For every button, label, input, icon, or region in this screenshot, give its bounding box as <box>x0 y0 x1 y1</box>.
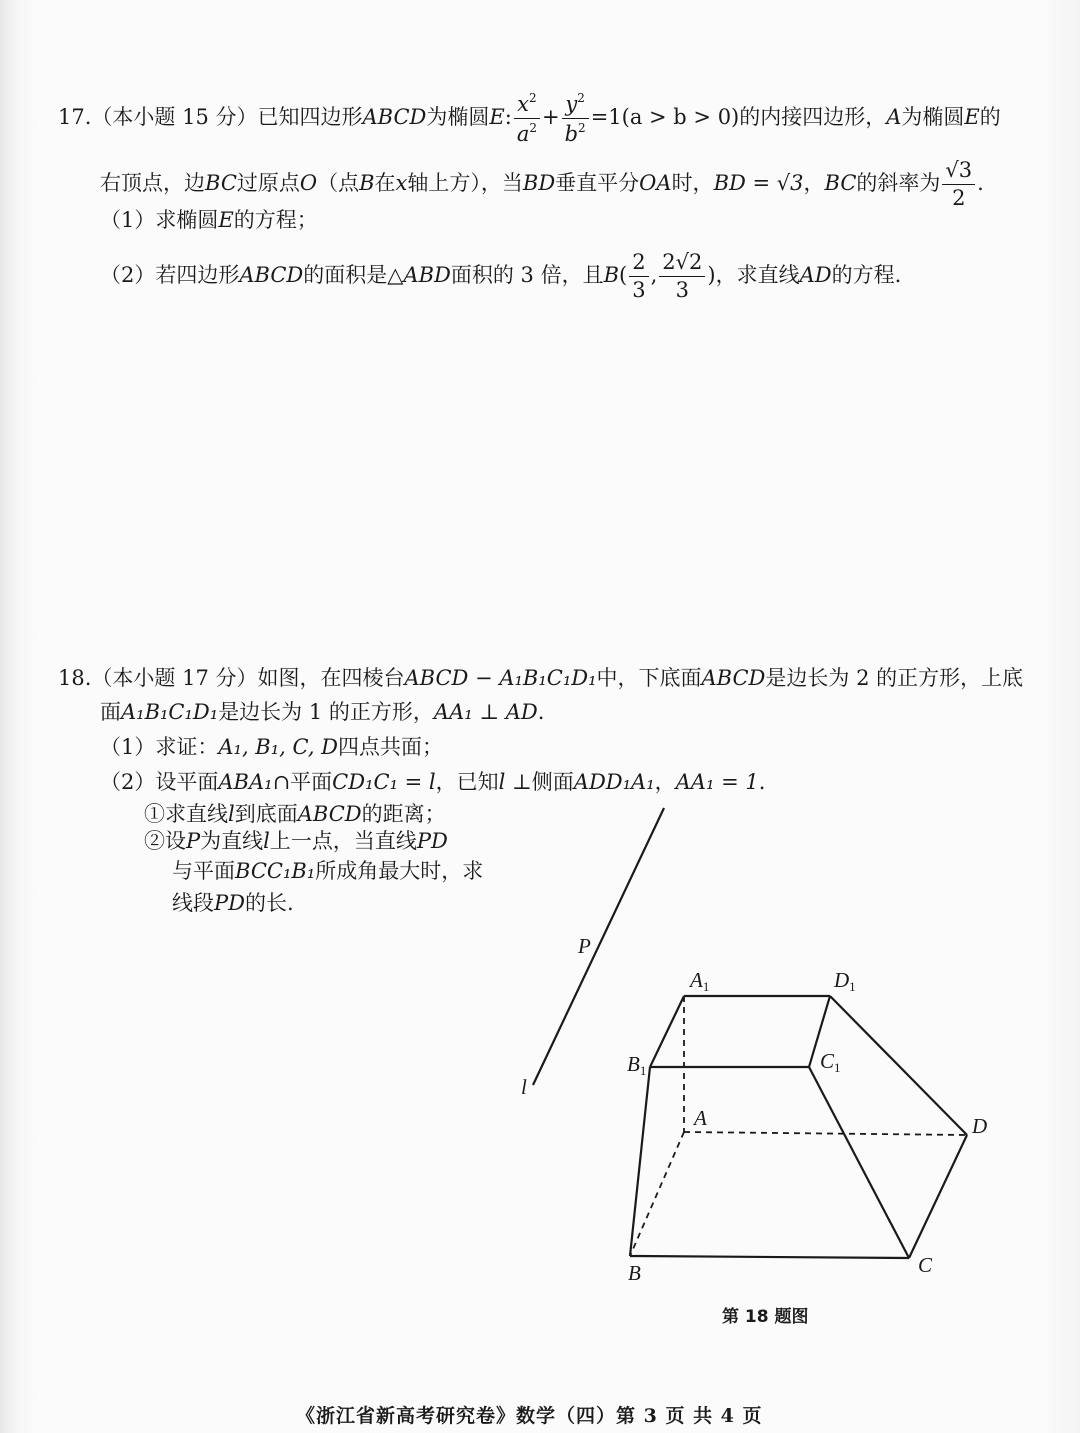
line-l <box>533 808 664 1085</box>
label-B: B <box>628 1261 641 1285</box>
q18-case1: ①求直线l到底面ABCD的距离； <box>144 802 446 826</box>
edge-c1-c <box>809 1067 909 1258</box>
edge-b-c <box>630 1256 909 1258</box>
q18-line1: 18.（本小题 17 分）如图，在四棱台ABCD − A₁B₁C₁D₁中，下底面ABCD是边长为 2 的正方形，上底 <box>58 666 1024 690</box>
q17-points: （本小题 15 分） <box>91 105 258 129</box>
label-D: D <box>972 1114 988 1138</box>
edge-d1-d <box>830 996 967 1135</box>
hidden-edge-a-d <box>684 1132 967 1135</box>
q17-sub2: （2）若四边形ABCD的面积是△ABD面积的 3 倍，且B( $\frac{2}{3}$ , $\frac{2√2}{3}$ )，求直线AD的方程. <box>100 250 902 302</box>
label-C1: C1 <box>820 1049 841 1075</box>
label-P: P <box>578 934 591 958</box>
q18-number: 18. <box>58 666 92 690</box>
q18-line2: 面A₁B₁C₁D₁是边长为 1 的正方形，AA₁ ⊥ AD. <box>100 700 545 724</box>
edge-a1-b1 <box>650 996 684 1067</box>
label-B1: B1 <box>627 1052 647 1078</box>
label-D1: D1 <box>834 968 856 994</box>
ellipse-frac-y: $\frac{y^2}{b^2}$ <box>562 92 589 145</box>
bd-length: BD = √3 <box>713 171 804 195</box>
figure-caption: 第 18 题图 <box>722 1307 809 1327</box>
b-x-frac: $\frac{2}{3}$ <box>629 252 648 301</box>
label-l: l <box>521 1075 527 1099</box>
q18-case2: ②设P为直线l上一点，当直线PD <box>144 829 448 853</box>
label-C: C <box>918 1253 933 1277</box>
q18-sub1: （1）求证：A₁, B₁, C, D四点共面； <box>100 735 444 759</box>
b-y-frac: $\frac{2√2}{3}$ <box>659 252 705 301</box>
q17-number: 17. <box>58 105 92 129</box>
q17-sub1: （1）求椭圆E的方程； <box>100 208 318 232</box>
hidden-edge-a-b <box>630 1132 684 1256</box>
page-footer: 《浙江省新高考研究卷》数学（四）第 3 页 共 4 页 <box>296 1405 763 1427</box>
edge-c-d <box>909 1135 967 1258</box>
ellipse-frac-x: $\frac{x^2}{a^2}$ <box>514 92 540 145</box>
label-A: A <box>694 1106 707 1130</box>
q17-line2: 右顶点，边BC过原点O（点B在x轴上方），当BD垂直平分OA时，BD = √3，BC的斜率为 $\frac{√3}{2}$ . <box>100 158 984 210</box>
q18-case2-cont1: 与平面BCC₁B₁所成角最大时，求 <box>172 859 484 883</box>
q18-case2-cont2: 线段PD的长. <box>172 891 294 915</box>
q18-sub2: （2）设平面ABA₁∩平面CD₁C₁ = l，已知l ⊥侧面ADD₁A₁，AA₁ = 1. <box>100 770 766 794</box>
edge-b1-b <box>630 1067 650 1256</box>
q18-points: （本小题 17 分） <box>91 666 258 690</box>
slope-frac: $\frac{√3}{2}$ <box>942 160 975 209</box>
label-A1: A1 <box>690 968 710 994</box>
q17-line1: 17.（本小题 15 分）已知四边形ABCD为椭圆E: $\frac{x^2}{a^2}$ + $\frac{y^2}{b^2}$ =1(a > b > 0)的内接四边形，A为椭圆E的 <box>58 91 1001 146</box>
